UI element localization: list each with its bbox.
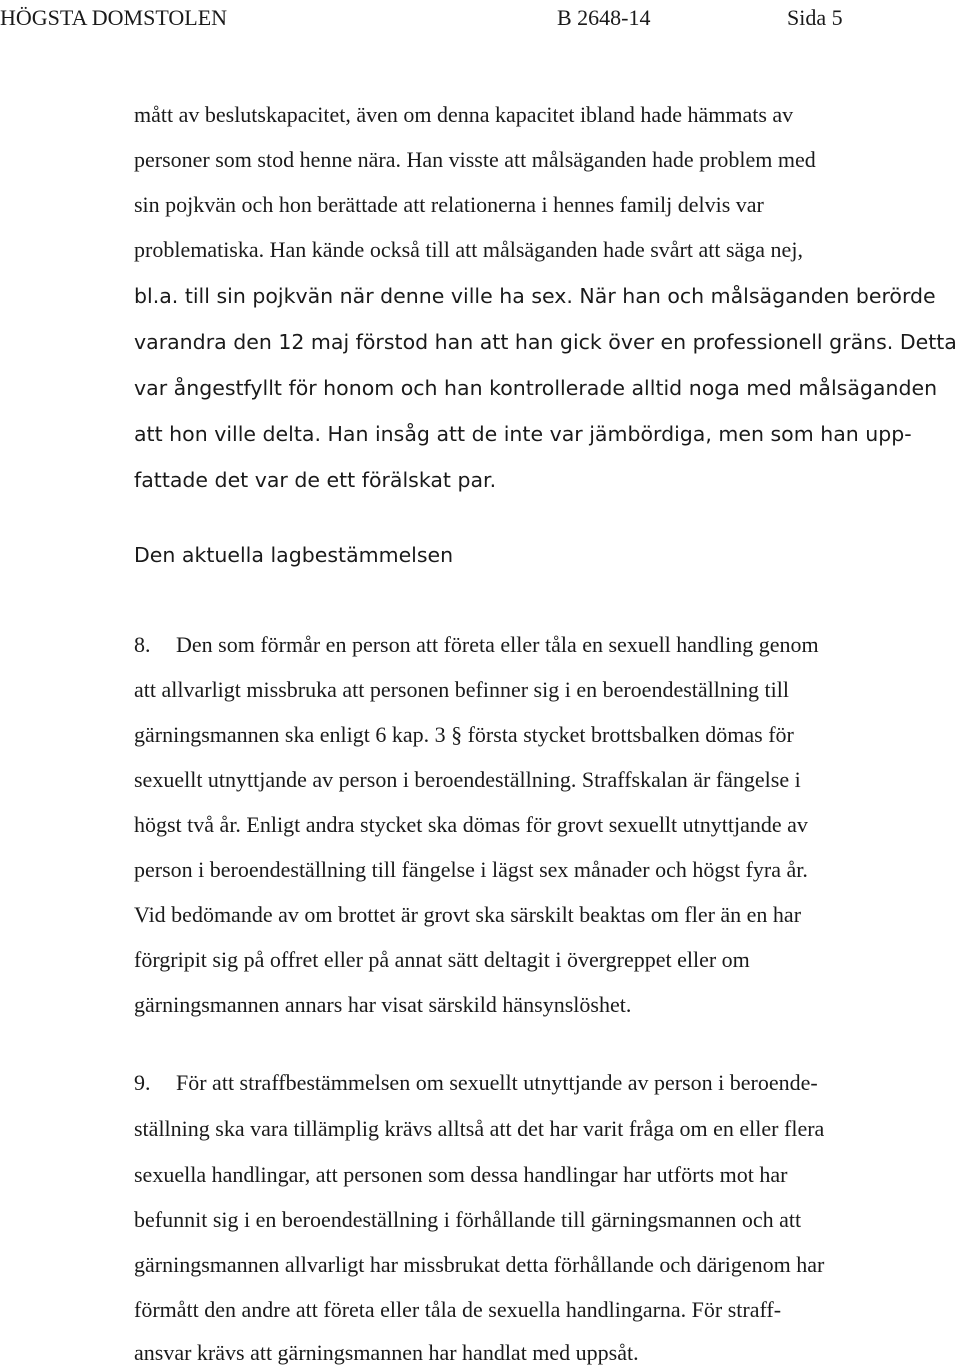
court-name: HÖGSTA DOMSTOLEN (0, 5, 228, 30)
paragraph-number: 8. (134, 632, 151, 657)
page-header (0, 0, 960, 40)
paragraph-8-first-line (134, 630, 819, 660)
text-line: att allvarligt missbruka att personen befinner sig i en beroendeställning till (134, 677, 789, 702)
text-line: förmått den andre att företa eller tåla de sexuella handlingarna. För straff- (134, 1297, 782, 1322)
text-line: bl.a. till sin pojkvän när denne ville ha sex. När han och målsäganden berörde (134, 284, 936, 308)
text-line: var ångestfyllt för honom och han kontrollerade alltid noga med målsäganden (134, 376, 938, 400)
case-number: B 2648-14 (557, 5, 651, 30)
text-line: Vid bedömande av om brottet är grovt ska särskilt beaktas om fler än en har (134, 902, 802, 927)
text-line: sin pojkvän och hon berättade att relationerna i hennes familj delvis var (134, 192, 764, 217)
page-number: Sida 5 (787, 5, 843, 30)
text-line: förgripit sig på offret eller på annat sätt deltagit i övergreppet eller om (134, 947, 750, 972)
text-line: Den som förmår en person att företa eller tåla en sexuell handling genom (176, 632, 819, 657)
text-line: mått av beslutskapacitet, även om denna kapacitet ibland hade hämmats av (134, 102, 794, 127)
text-line: fattade det var de ett förälskat par. (134, 468, 497, 492)
paragraph-number: 9. (134, 1070, 151, 1095)
text-line: person i beroendeställning till fängelse i lägst sex månader och högst fyra år. (134, 857, 808, 882)
text-line: personer som stod henne nära. Han visste att målsäganden hade problem med (134, 147, 816, 172)
text-line: varandra den 12 maj förstod han att han gick över en professionell gräns. Detta (134, 330, 957, 354)
text-line: sexuella handlingar, att personen som dessa handlingar har utförts mot har (134, 1162, 788, 1187)
text-line: ställning ska vara tillämplig krävs alltså att det har varit fråga om en eller flera (134, 1116, 825, 1141)
text-line: gärningsmannen allvarligt har missbrukat detta förhållande och därigenom har (134, 1252, 825, 1277)
text-line: För att straffbestämmelsen om sexuellt utnyttjande av person i beroende- (176, 1070, 818, 1095)
section-heading: Den aktuella lagbestämmelsen (134, 543, 454, 567)
paragraph-9-first-line (134, 1068, 818, 1098)
text-line: befunnit sig i en beroendeställning i förhållande till gärningsmannen och att (134, 1207, 802, 1232)
text-line: gärningsmannen ska enligt 6 kap. 3 § första stycket brottsbalken dömas för (134, 722, 794, 747)
text-line: gärningsmannen annars har visat särskild hänsynslöshet. (134, 992, 632, 1017)
text-line: problematiska. Han kände också till att målsäganden hade svårt att säga nej, (134, 237, 803, 262)
text-line: högst två år. Enligt andra stycket ska dömas för grovt sexuellt utnyttjande av (134, 812, 808, 837)
text-line: ansvar krävs att gärningsmannen har handlat med uppsåt. (134, 1340, 639, 1365)
text-line: sexuellt utnyttjande av person i beroendeställning. Straffskalan är fängelse i (134, 767, 801, 792)
text-line: att hon ville delta. Han insåg att de inte var jämbördiga, men som han upp- (134, 422, 912, 446)
